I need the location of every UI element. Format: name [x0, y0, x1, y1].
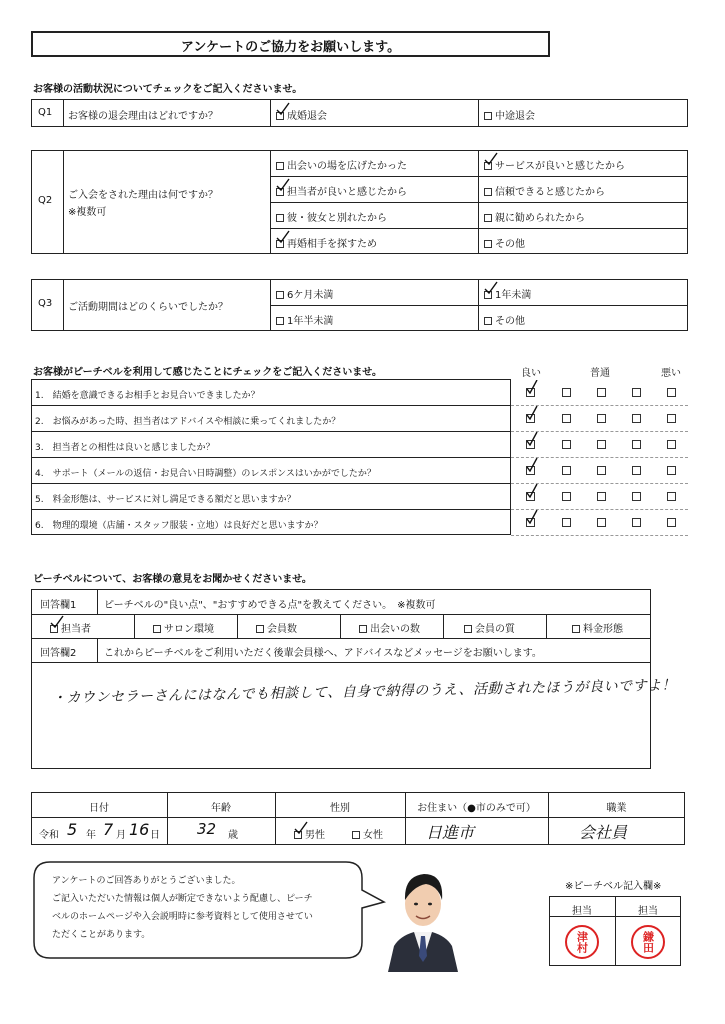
date-month-unit: 月	[116, 830, 126, 841]
rating-checkbox[interactable]	[597, 492, 606, 501]
section1-heading: お客様の活動状況についてチェックをご記入くださいませ。	[33, 84, 303, 95]
date-day: 16	[129, 820, 150, 839]
checkbox[interactable]	[276, 162, 284, 170]
answer1-option-5[interactable]: 会員の質	[464, 620, 515, 635]
rating-checkbox[interactable]	[526, 492, 535, 501]
answer2-prompt: これからピーチベルをご利用いただく後輩会員様へ、アドバイスなどメッセージをお願いします。	[104, 648, 542, 659]
rating-checkbox[interactable]	[526, 518, 535, 527]
bubble-line-1: アンケートのご回答ありがとうございました。	[52, 876, 241, 886]
stamp-2: 鎌田	[631, 925, 665, 959]
gender-male[interactable]: 男性	[294, 826, 325, 841]
rating-checkbox[interactable]	[526, 388, 535, 397]
q1-option-2[interactable]: 中途退会	[484, 107, 535, 122]
page-title: アンケートのご協力をお願いします。	[180, 40, 401, 55]
checkbox[interactable]	[484, 112, 492, 120]
staff-heading: ※ピーチベル記入欄※	[565, 881, 662, 892]
rating-checkbox[interactable]	[667, 388, 676, 397]
scale-bad-label: 悪い	[661, 368, 681, 379]
answer1-prompt: ピーチベルの"良い点"、"おすすめできる点"を教えてください。 ※複数可	[104, 600, 436, 611]
checkbox[interactable]	[484, 188, 492, 196]
age-header: 年齢	[211, 803, 231, 814]
stamp-1: 津村	[565, 925, 599, 959]
staff-illustration	[384, 860, 462, 972]
rating-checkbox[interactable]	[597, 388, 606, 397]
rating-checkbox[interactable]	[667, 440, 676, 449]
rating-item-1: 1. 結婚を意識できるお相手とお見合いできましたか？	[35, 391, 260, 401]
q2-question: ご入会をされた理由は何ですか？	[68, 190, 218, 201]
age-unit: 歳	[228, 830, 238, 841]
checkbox[interactable]	[276, 317, 284, 325]
q3-number: Q3	[38, 298, 53, 309]
checkbox[interactable]	[294, 831, 302, 839]
staff-col1-label: 担当	[572, 906, 592, 917]
q3-option-1[interactable]: 6ケ月未満	[276, 286, 333, 301]
rating-checkbox[interactable]	[562, 388, 571, 397]
q2-option-7[interactable]: 再婚相手を探すため	[276, 235, 377, 250]
checkbox[interactable]	[484, 214, 492, 222]
bubble-line-3: ベルのホームページや入会説明時に参考資料として使用させてい	[52, 912, 313, 922]
checkbox[interactable]	[484, 240, 492, 248]
q2-option-8[interactable]: その他	[484, 235, 525, 250]
rating-checkbox[interactable]	[526, 440, 535, 449]
q3-option-4[interactable]: その他	[484, 312, 525, 327]
q2-option-4[interactable]: 信頼できると感じたから	[484, 183, 605, 198]
rating-checkbox[interactable]	[667, 466, 676, 475]
answer1-label: 回答欄1	[40, 600, 77, 611]
rating-checkbox[interactable]	[526, 414, 535, 423]
q1-question: お客様の退会理由はどれですか？	[68, 111, 218, 122]
rating-checkbox[interactable]	[562, 414, 571, 423]
q2-option-2[interactable]: サービスが良いと感じたから	[484, 157, 625, 172]
rating-item-3: 3. 担当者との相性は良いと感じましたか？	[35, 443, 215, 453]
rating-checkbox[interactable]	[667, 414, 676, 423]
q2-note: ※複数可	[68, 207, 107, 218]
checkbox[interactable]	[484, 317, 492, 325]
rating-checkbox[interactable]	[562, 440, 571, 449]
rating-item-4: 4. サポート（メールの返信・お見合い日時調整）のレスポンスはいかがでしたか？	[35, 469, 376, 479]
date-year: 5	[67, 820, 78, 839]
answer1-option-4[interactable]: 出会いの数	[359, 620, 420, 635]
gender-female[interactable]: 女性	[352, 826, 383, 841]
scale-normal-label: 普通	[590, 368, 610, 379]
rating-checkbox[interactable]	[562, 492, 571, 501]
rating-checkbox[interactable]	[632, 414, 641, 423]
rating-checkbox[interactable]	[562, 518, 571, 527]
rating-item-5: 5. 料金形態は、サービスに対し満足できる額だと思いますか？	[35, 495, 296, 505]
answer1-option-1[interactable]: 担当者	[50, 620, 91, 635]
date-month: 7	[103, 820, 114, 839]
date-header: 日付	[89, 803, 109, 814]
q3-question: ご活動期間はどのくらいでしたか？	[68, 302, 228, 313]
address-header: お住まい（●市のみで可）	[417, 803, 536, 814]
handwritten-message: ・カウンセラーさんにはなんでも相談して、自身で納得のうえ、活動されたほうが良いですよ！	[51, 677, 677, 707]
section2-heading: お客様がピーチベルを利用して感じたことにチェックをご記入くださいませ。	[33, 367, 382, 378]
date-day-unit: 日	[150, 830, 160, 841]
rating-checkbox[interactable]	[632, 466, 641, 475]
checkbox[interactable]	[276, 240, 284, 248]
age-value: 32	[197, 820, 217, 838]
checkbox[interactable]	[352, 831, 360, 839]
date-era: 令和	[39, 830, 59, 841]
rating-checkbox[interactable]	[597, 466, 606, 475]
address-value: 日進市	[426, 823, 475, 842]
rating-checkbox[interactable]	[562, 466, 571, 475]
answer1-option-3[interactable]: 会員数	[256, 620, 297, 635]
checkbox[interactable]	[464, 625, 472, 633]
checkbox[interactable]	[256, 625, 264, 633]
rating-checkbox[interactable]	[597, 440, 606, 449]
gender-header: 性別	[330, 803, 350, 814]
answer2-label: 回答欄2	[40, 648, 77, 659]
rating-checkbox[interactable]	[632, 518, 641, 527]
checkbox[interactable]	[276, 112, 284, 120]
q2-option-1[interactable]: 出会いの場を広げたかった	[276, 157, 407, 172]
date-year-unit: 年	[86, 830, 96, 841]
answer1-option-6[interactable]: 料金形態	[572, 620, 623, 635]
q2-option-6[interactable]: 親に勧められたから	[484, 209, 585, 224]
section3-heading: ピーチベルについて、お客様の意見をお聞かせくださいませ。	[33, 574, 312, 585]
q2-option-3[interactable]: 担当者が良いと感じたから	[276, 183, 407, 198]
rating-checkbox[interactable]	[597, 518, 606, 527]
rating-item-6: 6. 物理的環境（店舗・スタッフ服装・立地）は良好だと思いますか？	[35, 521, 323, 531]
q3-option-2[interactable]: 1年未満	[484, 286, 531, 301]
q2-option-5[interactable]: 彼・彼女と別れたから	[276, 209, 387, 224]
rating-checkbox[interactable]	[667, 492, 676, 501]
q1-number: Q1	[38, 107, 53, 118]
rating-checkbox[interactable]	[632, 388, 641, 397]
checkbox[interactable]	[484, 162, 492, 170]
q1-option-1[interactable]: 成婚退会	[276, 107, 327, 122]
checkbox[interactable]	[484, 291, 492, 299]
rating-checkbox[interactable]	[632, 440, 641, 449]
checkbox[interactable]	[276, 291, 284, 299]
rating-checkbox[interactable]	[667, 518, 676, 527]
staff-col2-label: 担当	[638, 906, 658, 917]
checkbox[interactable]	[572, 625, 580, 633]
job-value: 会社員	[579, 823, 628, 842]
bubble-line-2: ご記入いただいた情報は個人が断定できないよう配慮し、ピーチ	[52, 894, 313, 904]
job-header: 職業	[606, 803, 627, 814]
checkbox[interactable]	[276, 214, 284, 222]
rating-item-2: 2. お悩みがあった時、担当者はアドバイスや相談に乗ってくれましたか？	[35, 417, 341, 427]
checkbox[interactable]	[359, 625, 367, 633]
scale-good-label: 良い	[521, 368, 541, 379]
rating-checkbox[interactable]	[597, 414, 606, 423]
checkbox[interactable]	[276, 188, 284, 196]
answer1-option-2[interactable]: サロン環境	[153, 620, 214, 635]
q2-number: Q2	[38, 195, 53, 206]
bubble-line-4: ただくことがあります。	[52, 930, 151, 940]
checkbox[interactable]	[153, 625, 161, 633]
q3-option-3[interactable]: 1年半未満	[276, 312, 333, 327]
checkbox[interactable]	[50, 625, 58, 633]
rating-checkbox[interactable]	[632, 492, 641, 501]
rating-checkbox[interactable]	[526, 466, 535, 475]
